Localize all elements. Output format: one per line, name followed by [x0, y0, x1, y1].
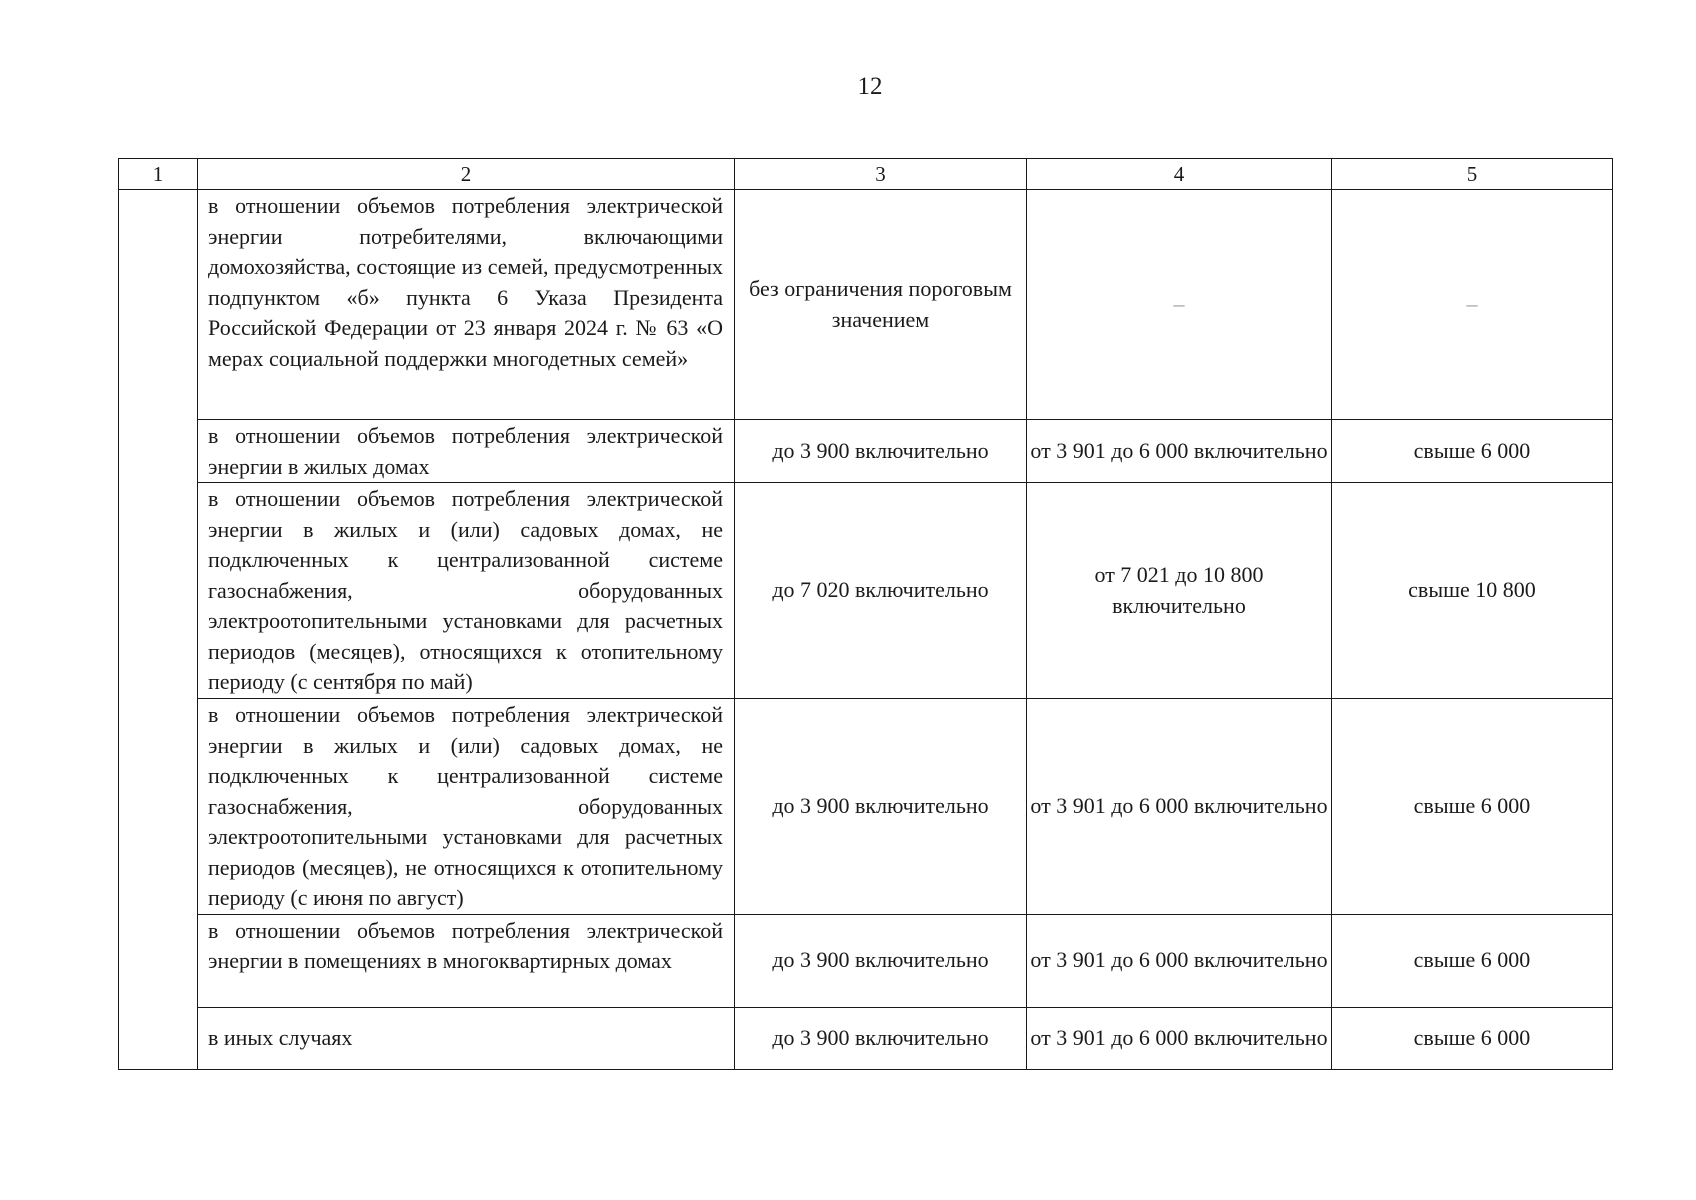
column-1-merged-cell: [119, 190, 198, 1070]
threshold-col5: свыше 10 800: [1332, 483, 1613, 699]
page-number: 12: [857, 73, 883, 100]
threshold-col5: свыше 6 000: [1332, 420, 1613, 483]
table-row: [119, 483, 1613, 699]
header-cell-5: 5: [1332, 159, 1613, 190]
row-description: в отношении объемов потребления электрической энергии в помещениях в многоквартирных домах: [198, 914, 735, 1007]
header-cell-4: 4: [1027, 159, 1332, 190]
threshold-col5: свыше 6 000: [1332, 914, 1613, 1007]
threshold-col4: от 3 901 до 6 000 включительно: [1027, 699, 1332, 915]
threshold-col4: от 3 901 до 6 000 включительно: [1027, 914, 1332, 1007]
table-row: [119, 914, 1613, 1007]
tariff-table: [118, 158, 1613, 1070]
row-description: в отношении объемов потребления электрической энергии в жилых домах: [198, 420, 735, 483]
table-row: [119, 420, 1613, 483]
header-cell-3: 3: [735, 159, 1027, 190]
header-cell-2: 2: [198, 159, 735, 190]
header-cell-1: 1: [119, 159, 198, 190]
threshold-col3: до 3 900 включительно: [735, 420, 1027, 483]
threshold-col3: до 3 900 включительно: [735, 1007, 1027, 1069]
threshold-col3: без ограничения пороговым значением: [735, 190, 1027, 420]
table-row: [119, 190, 1613, 420]
table-header-row: [119, 159, 1613, 190]
threshold-col5: свыше 6 000: [1332, 699, 1613, 915]
threshold-col5: –: [1332, 190, 1613, 420]
row-description: в отношении объемов потребления электрической энергии потребителями, включающими домохозяйства, состоящие из семей, предусмотренных подпунктом «б» пункта 6 Указа Президента Российской Федерации от 23 января 2024 г. № 63 «О мерах социальной поддержки многодетных семей»: [198, 190, 735, 420]
threshold-col4: –: [1027, 190, 1332, 420]
table-row: [119, 699, 1613, 915]
row-description: в отношении объемов потребления электрической энергии в жилых и (или) садовых домах, не подключенных к централизованной системе газоснабжения, оборудованных электроотопительными установками для расчетных периодов (месяцев), не относящихся к отопительному периоду (с июня по август): [198, 699, 735, 915]
threshold-col3: до 3 900 включительно: [735, 914, 1027, 1007]
threshold-col4: от 7 021 до 10 800 включительно: [1027, 483, 1332, 699]
threshold-col4: от 3 901 до 6 000 включительно: [1027, 420, 1332, 483]
row-description: в иных случаях: [198, 1007, 735, 1069]
threshold-col3: до 3 900 включительно: [735, 699, 1027, 915]
threshold-col3: до 7 020 включительно: [735, 483, 1027, 699]
threshold-col4: от 3 901 до 6 000 включительно: [1027, 1007, 1332, 1069]
row-description: в отношении объемов потребления электрической энергии в жилых и (или) садовых домах, не подключенных к централизованной системе газоснабжения, оборудованных электроотопительными установками для расчетных периодов (месяцев), относящихся к отопительному периоду (с сентября по май): [198, 483, 735, 699]
threshold-col5: свыше 6 000: [1332, 1007, 1613, 1069]
table-row: [119, 1007, 1613, 1069]
